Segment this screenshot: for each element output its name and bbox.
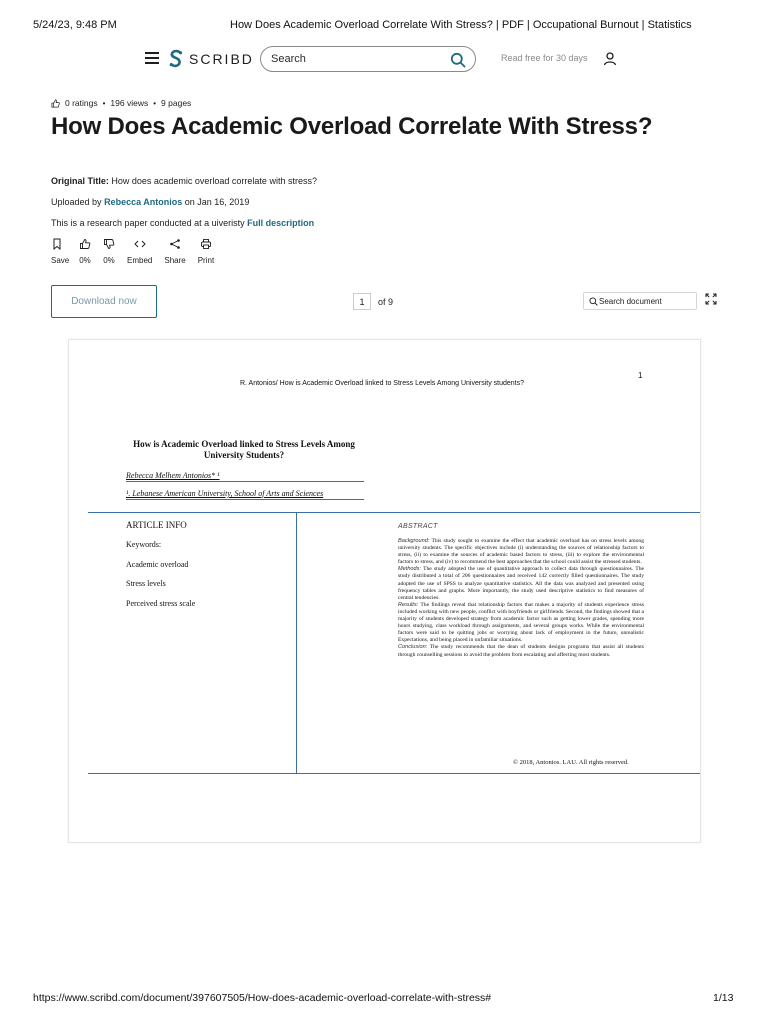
scribd-logo-mark-icon	[169, 49, 183, 69]
save-button[interactable]	[51, 238, 69, 265]
bookmark-icon	[51, 238, 63, 250]
paper-running-header: R. Antonios/ How is Academic Overload linked to Stress Levels Among University students?	[239, 380, 525, 387]
scribd-logo[interactable]	[169, 48, 254, 70]
results-text: The findings reveal that relationship factors that makes a majority of students experience stress included working with new people, conflict with boyfriends or girlfriends. Second, the findings showed that a majority of students developed strategy from academic factor such as getting lower grades, spending more hours studying, class workload through assignments, and several groups works. While the environmental factors were said to be quitting jobs or worrying about lack of employment in the future, unrealistic Expectations, and being placed in unfamiliar situations.	[398, 601, 644, 644]
copyright-notice: © 2018, Antonios. LAU. All rights reserved.	[513, 759, 629, 766]
divider	[88, 512, 700, 513]
results-label: Results:	[398, 601, 419, 608]
abstract-body	[398, 538, 644, 659]
document-viewer[interactable]	[68, 339, 701, 843]
document-actions	[51, 238, 226, 265]
share-icon	[169, 238, 181, 250]
conclusion-label: Conclusion:	[398, 644, 428, 651]
print-footer-url: https://www.scribd.com/document/397607505/How-does-academic-overload-correlate-with-stress#	[33, 992, 492, 1004]
keyword-item: Perceived stress scale	[126, 598, 196, 608]
embed-label: Embed	[127, 256, 153, 265]
dislike-button[interactable]	[103, 238, 115, 265]
separator: •	[153, 98, 157, 108]
thumbs-down-icon	[103, 238, 115, 250]
divider	[88, 773, 700, 774]
print-button[interactable]	[198, 238, 214, 265]
fullscreen-icon[interactable]	[705, 293, 717, 305]
divider	[126, 499, 364, 500]
user-account-icon[interactable]	[601, 50, 619, 68]
original-title-value: How does academic overload correlate with stress?	[111, 176, 317, 186]
site-search-input[interactable]	[271, 51, 441, 67]
keyword-item: Stress levels	[126, 579, 166, 588]
page-navigator	[353, 293, 393, 310]
print-icon	[200, 238, 212, 250]
print-footer-page: 1/13	[713, 992, 734, 1004]
share-button[interactable]	[164, 238, 185, 265]
divider	[126, 481, 364, 482]
pages-count: 9 pages	[161, 98, 192, 108]
abstract-heading: ABSTRACT	[398, 523, 438, 530]
views-count: 196 views	[110, 98, 149, 108]
uploaded-by-line	[51, 197, 249, 207]
like-button[interactable]	[79, 238, 91, 265]
methods-label: Methods:	[398, 566, 422, 573]
document-stats	[51, 98, 191, 108]
thumbs-up-icon	[51, 99, 60, 108]
paper-title: How is Academic Overload linked to Stress Levels Among University Students?	[133, 439, 355, 460]
like-percent: 0%	[79, 256, 91, 265]
keyword-item: Academic overload	[126, 559, 189, 569]
uploader-link[interactable]: Rebecca Antonios	[104, 197, 183, 207]
print-datetime: 5/24/23, 9:48 PM	[33, 19, 117, 31]
code-icon	[134, 238, 146, 250]
print-label: Print	[197, 256, 215, 265]
document-title: How Does Academic Overload Correlate With Stress?	[51, 113, 653, 140]
document-search-box	[583, 292, 697, 310]
description-text: This is a research paper conducted at a uiveristy	[51, 218, 245, 228]
column-divider	[296, 512, 297, 774]
search-icon	[589, 297, 598, 306]
background-label: Background:	[398, 538, 430, 544]
description-line	[51, 218, 314, 228]
embed-button[interactable]	[127, 238, 152, 265]
save-label: Save	[51, 256, 70, 265]
search-icon[interactable]	[450, 52, 466, 68]
uploaded-prefix: Uploaded by	[51, 197, 102, 207]
site-search-box	[260, 46, 476, 72]
print-header	[0, 19, 768, 33]
full-description-link[interactable]: Full description	[247, 218, 315, 228]
print-page-title: How Does Academic Overload Correlate With Stress? | PDF | Occupational Burnout | Statistics	[230, 19, 692, 31]
original-title-label: Original Title:	[51, 176, 109, 186]
background-text: This study sought to examine the effect that academic overload has on stress levels among university students. The specific objectives include (i) understanding the sources of relationship factors to stress, (ii) to examine the sources of academic based factors to stress, (iii) to explore the environmental factors to stress, and (iv) to recommend the best approaches that the school could assist the stressed students.	[398, 538, 644, 566]
read-free-link[interactable]: Read free for 30 days	[501, 53, 588, 63]
conclusion-text: The study recommends that the dean of students designs programs that assist all students through counselling sessions to avoid the problem from escalating and affecting most students.	[398, 644, 644, 658]
separator: •	[102, 98, 106, 108]
hamburger-menu-icon[interactable]	[145, 52, 159, 64]
total-pages-label: of 9	[378, 296, 394, 307]
download-now-button[interactable]: Download now	[51, 285, 157, 318]
uploaded-date: on Jan 16, 2019	[184, 197, 250, 207]
keywords-list	[126, 540, 195, 618]
ratings-count: 0 ratings	[65, 98, 98, 108]
thumbs-up-icon	[79, 238, 91, 250]
methods-text: The study adopted the use of quantitative approach to collect data through questionnaires. The study distributed a total of 206 questionnaires and received 142 correctly filled questionnaires. The study adopted the use of SPSS to analyze quantitative statistics. All the data was analyzed and presented using frequency tables and graphs. More importantly, the study used descriptive statistics to find measures of central tendencies.	[398, 566, 644, 601]
scribd-logo-text: SCRIBD	[189, 51, 254, 67]
article-info-heading: ARTICLE INFO	[126, 520, 187, 530]
paper-affiliation: ¹. Lebanese American University, School of Arts and Sciences	[126, 489, 324, 498]
paper-page-number: 1	[638, 371, 643, 380]
share-label: Share	[164, 256, 186, 265]
original-title-line	[51, 176, 317, 186]
dislike-percent: 0%	[103, 256, 115, 265]
current-page-input[interactable]	[353, 293, 371, 310]
keywords-label: Keywords:	[126, 540, 162, 549]
top-navigation-bar	[0, 44, 768, 74]
paper-author: Rebecca Melhem Antonios* ¹	[126, 471, 220, 480]
document-search-input[interactable]	[599, 295, 693, 308]
